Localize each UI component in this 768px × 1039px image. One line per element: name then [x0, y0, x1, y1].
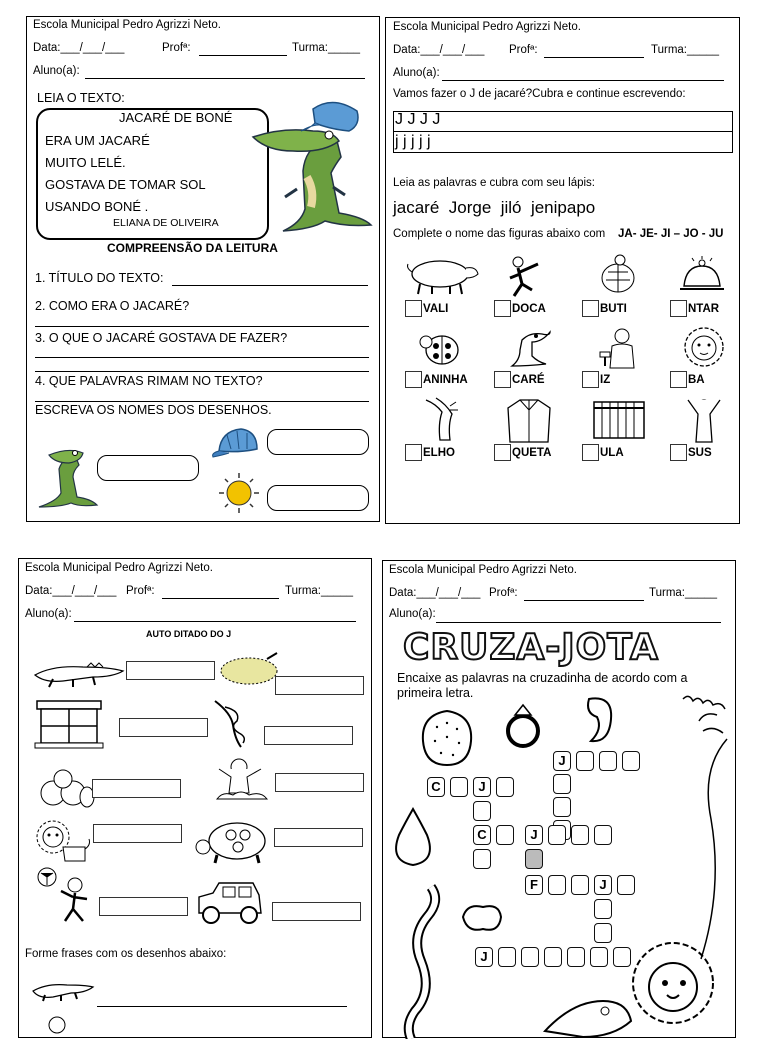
teacher-line[interactable]	[524, 600, 644, 601]
answer-line-3b[interactable]	[35, 371, 369, 372]
checkbox-aninha[interactable]	[405, 371, 422, 388]
date-field: Data:___/___/___	[389, 587, 481, 599]
crossword-cell[interactable]	[553, 797, 571, 817]
cloche-icon	[680, 256, 724, 296]
fragment-vali: VALI	[423, 303, 449, 315]
cruza-jota-title: CRUZA-JOTA	[403, 627, 659, 668]
answer-box-window[interactable]	[119, 718, 208, 737]
crossword-cell[interactable]	[590, 947, 608, 967]
checkbox-ntar[interactable]	[670, 300, 687, 317]
worksheet-cruza-jota	[382, 560, 736, 1038]
jesus-cloud-icon	[213, 755, 271, 805]
fragment-sus: SUS	[688, 447, 712, 459]
jackfruit-icon	[419, 707, 475, 767]
knee-icon	[422, 398, 458, 442]
teacher-label: Profª:	[509, 44, 538, 56]
checkbox-sus[interactable]	[670, 444, 687, 461]
answer-line-4[interactable]	[35, 401, 369, 402]
word-list: jacaré Jorge jiló jenipapo	[393, 198, 596, 217]
student-line[interactable]	[436, 622, 721, 623]
crossword-cell[interactable]: J	[525, 825, 543, 845]
read-instruction: LEIA O TEXTO:	[37, 91, 125, 105]
crossword-cell[interactable]	[567, 947, 585, 967]
ring-icon	[503, 701, 543, 751]
fragment-queta: QUETA	[512, 447, 552, 459]
lion-icon	[33, 817, 91, 863]
fragment-ula: ULA	[600, 447, 624, 459]
student-line[interactable]	[74, 621, 356, 622]
question-1: 1. TÍTULO DO TEXTO:	[35, 271, 164, 285]
checkbox-care[interactable]	[494, 371, 511, 388]
student-line[interactable]	[442, 80, 724, 81]
student-label: Aluno(a):	[33, 65, 80, 77]
checkbox-iz[interactable]	[582, 371, 599, 388]
checkbox-doca[interactable]	[494, 300, 511, 317]
crossword-cell[interactable]	[473, 801, 491, 821]
poem-line: USANDO BONÉ .	[45, 199, 149, 214]
worksheet-jacare-de-bone	[26, 16, 380, 522]
complete-instruction: Complete o nome das figuras abaixo com	[393, 228, 606, 240]
question-2: 2. COMO ERA O JACARÉ?	[35, 299, 190, 313]
crossword-cell[interactable]	[496, 777, 514, 797]
checkbox-vali[interactable]	[405, 300, 422, 317]
ladybug-icon	[418, 328, 462, 368]
crossword-cell[interactable]	[617, 875, 635, 895]
answer-box-turtle[interactable]	[274, 828, 363, 847]
tracing-upper-letters: J J J J	[395, 111, 441, 128]
worksheet-letter-j	[385, 17, 740, 524]
bean-icon	[459, 901, 503, 935]
crossword-cell[interactable]	[544, 947, 562, 967]
read-instruction: Leia as palavras e cubra com seu lápis:	[393, 177, 595, 189]
alligator-icon	[31, 977, 95, 1001]
turtle-icon	[195, 817, 271, 865]
fragment-aninha: ANINHA	[423, 374, 468, 386]
snake-branch-icon	[211, 699, 255, 749]
snake-icon	[391, 881, 441, 1039]
crossword-cell[interactable]	[594, 899, 612, 919]
teacher-label: Profª:	[489, 587, 518, 599]
alligator-icon	[502, 326, 552, 368]
crossword-cell[interactable]	[571, 875, 589, 895]
class-field: Turma:_____	[285, 585, 353, 597]
sentence-line-1[interactable]	[97, 1006, 347, 1007]
fragment-buti: BUTI	[600, 303, 627, 315]
checkbox-ula[interactable]	[582, 444, 599, 461]
crossword-cell[interactable]	[548, 825, 566, 845]
cap-icon	[213, 427, 259, 457]
crossword-cell[interactable]: C	[427, 777, 445, 797]
question-3: 3. O QUE O JACARÉ GOSTAVA DE FAZER?	[35, 331, 288, 345]
crossword-cell[interactable]: J	[594, 875, 612, 895]
answer-box-jeep[interactable]	[272, 902, 361, 921]
fragment-ntar: NTAR	[688, 303, 720, 315]
crossword-cell[interactable]	[496, 825, 514, 845]
date-field: Data:___/___/___	[33, 42, 125, 54]
crossword-cell[interactable]	[553, 774, 571, 794]
answer-line-2[interactable]	[35, 326, 369, 327]
jacket-icon	[506, 398, 552, 444]
crossword-cell[interactable]: J	[553, 751, 571, 771]
question-5: ESCREVA OS NOMES DOS DESENHOS.	[35, 403, 272, 417]
student-label: Aluno(a):	[25, 608, 72, 620]
tracing-row-upper[interactable]	[393, 111, 733, 132]
lion-icon	[680, 326, 728, 368]
pig-icon	[404, 254, 480, 296]
student-line[interactable]	[85, 78, 365, 79]
crossword-cell[interactable]	[576, 751, 594, 771]
fragment-iz: IZ	[600, 374, 611, 386]
crossword-cell[interactable]	[599, 751, 617, 771]
tracing-lower-letters: j j j j j	[395, 133, 431, 150]
window-icon	[35, 699, 103, 749]
fruit-icon	[45, 1013, 69, 1029]
crossword-cell[interactable]	[594, 825, 612, 845]
boy-ball-icon	[37, 867, 99, 923]
class-field: Turma:_____	[292, 42, 360, 54]
crossword-cell[interactable]	[594, 923, 612, 943]
teacher-label: Profª:	[162, 42, 191, 54]
answer-box-snake[interactable]	[264, 726, 353, 745]
answer-box-jesus[interactable]	[275, 773, 364, 792]
student-label: Aluno(a):	[389, 608, 436, 620]
answer-box-fruits[interactable]	[92, 779, 181, 798]
crossword-cell[interactable]	[498, 947, 516, 967]
fruits-icon	[37, 767, 95, 809]
class-field: Turma:_____	[651, 44, 719, 56]
karate-icon	[508, 256, 548, 298]
tracing-instruction: Vamos fazer o J de jacaré?Cubra e continue escrevendo:	[393, 88, 686, 100]
teacher-line[interactable]	[544, 57, 644, 58]
teacher-line[interactable]	[199, 55, 287, 56]
section-title: COMPREENSÃO DA LEITURA	[107, 241, 278, 255]
dictation-title: AUTO DITADO DO J	[146, 629, 232, 639]
judge-icon	[598, 326, 638, 368]
alligator-icon	[33, 659, 125, 687]
school-name: Escola Municipal Pedro Agrizzi Neto.	[25, 562, 213, 574]
sentence-instruction: Forme frases com os desenhos abaixo:	[25, 948, 227, 960]
crossword-cell[interactable]: F	[525, 875, 543, 895]
class-field: Turma:_____	[649, 587, 717, 599]
answer-box-crocodile[interactable]	[97, 455, 199, 481]
checkbox-elho[interactable]	[405, 444, 422, 461]
answer-box-alligator[interactable]	[126, 661, 215, 680]
crossword-cell[interactable]	[571, 825, 589, 845]
poem-author: ELIANA DE OLIVEIRA	[113, 217, 219, 229]
crossword-cell[interactable]	[473, 849, 491, 869]
turtle-icon	[596, 254, 640, 296]
crossword-instruction: Encaixe as palavras na cruzadinha de acordo com a primeira letra.	[397, 671, 688, 700]
checkbox-ba[interactable]	[670, 371, 687, 388]
jackfruit-icon	[219, 653, 279, 687]
pear-icon	[391, 805, 435, 869]
poem-line: ERA UM JACARÉ	[45, 133, 150, 148]
answer-line-1[interactable]	[172, 285, 368, 286]
crossword-cell[interactable]	[548, 875, 566, 895]
fragment-doca: DOCA	[512, 303, 546, 315]
answer-line-3a[interactable]	[35, 357, 369, 358]
crossword-cell[interactable]	[622, 751, 640, 771]
teacher-label: Profª:	[126, 585, 155, 597]
sun-icon	[219, 473, 259, 513]
fragment-ba: BA	[688, 374, 705, 386]
fragment-elho: ELHO	[423, 447, 455, 459]
teacher-line[interactable]	[162, 598, 279, 599]
answer-box-jackfruit[interactable]	[275, 676, 364, 695]
school-name: Escola Municipal Pedro Agrizzi Neto.	[33, 19, 221, 31]
date-field: Data:___/___/___	[393, 44, 485, 56]
alligator-icon	[543, 971, 633, 1039]
crossword-cell[interactable]: J	[473, 777, 491, 797]
cage-icon	[592, 398, 646, 442]
answer-box-cap[interactable]	[267, 429, 369, 455]
jesus-icon	[684, 396, 724, 444]
student-label: Aluno(a):	[393, 67, 440, 79]
answer-box-boy-ball[interactable]	[99, 897, 188, 916]
checkbox-queta[interactable]	[494, 444, 511, 461]
crossword-cell[interactable]	[525, 849, 543, 869]
crocodile-cap-illustration	[253, 101, 373, 236]
poem-line: MUITO LELÉ.	[45, 155, 126, 170]
poem-title: JACARÉ DE BONÉ	[119, 110, 233, 125]
jeep-icon	[195, 879, 265, 925]
crossword-cell[interactable]	[450, 777, 468, 797]
crossword-cell[interactable]: J	[475, 947, 493, 967]
worksheet-auto-ditado	[18, 558, 372, 1038]
date-field: Data:___/___/___	[25, 585, 117, 597]
tracing-row-lower[interactable]	[393, 132, 733, 153]
question-4: 4. QUE PALAVRAS RIMAM NO TEXTO?	[35, 374, 263, 388]
poem-line: GOSTAVA DE TOMAR SOL	[45, 177, 206, 192]
fragment-care: CARÉ	[512, 374, 545, 386]
school-name: Escola Municipal Pedro Agrizzi Neto.	[393, 21, 581, 33]
crossword-cell[interactable]: C	[473, 825, 491, 845]
school-name: Escola Municipal Pedro Agrizzi Neto.	[389, 564, 577, 576]
crossword-cell[interactable]	[613, 947, 631, 967]
answer-box-lion[interactable]	[93, 824, 182, 843]
syllables: JA- JE- JI – JO - JU	[618, 228, 724, 240]
bean-icon	[579, 695, 615, 745]
crocodile-icon	[35, 441, 99, 509]
crossword-cell[interactable]	[521, 947, 539, 967]
answer-box-sun[interactable]	[267, 485, 369, 511]
giraffe-shape	[651, 739, 731, 959]
checkbox-buti[interactable]	[582, 300, 599, 317]
